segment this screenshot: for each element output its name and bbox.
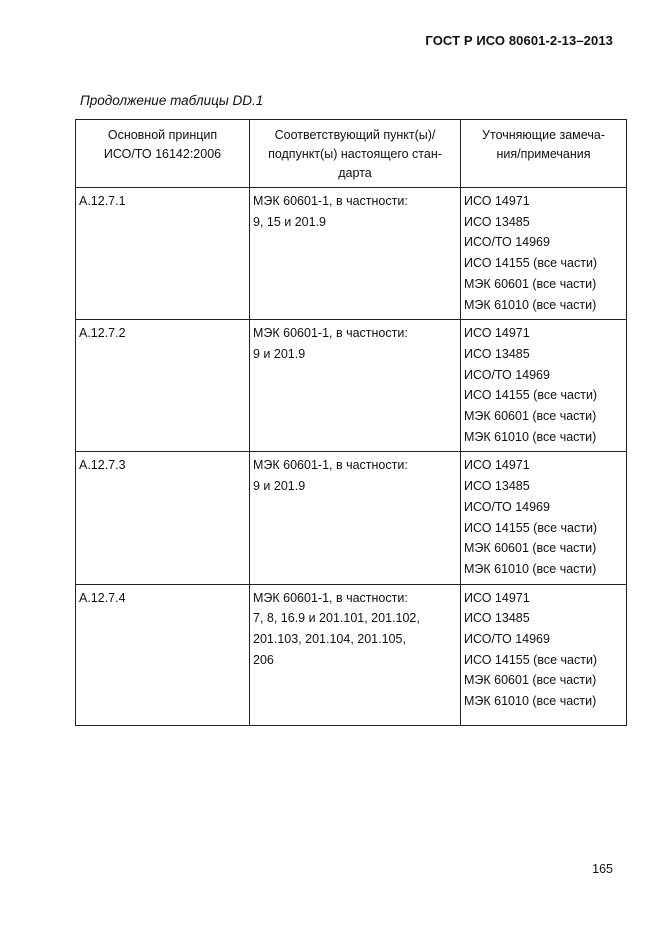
note-line: ИСО 13485 <box>464 611 530 626</box>
column-header-clauses <box>250 120 461 188</box>
note-line: МЭК 60601 (все части) <box>464 673 597 688</box>
clause-line: МЭК 60601-1, в частности: <box>253 194 408 208</box>
principle-cell <box>76 188 250 320</box>
note-line: МЭК 60601 (все части) <box>464 409 597 424</box>
clause-line: 9 и 201.9 <box>253 346 306 361</box>
note-line: ИСО 13485 <box>464 479 530 494</box>
header-line: ния/примечания <box>496 147 591 161</box>
note-line: ИСО 14155 (все части) <box>464 520 598 535</box>
header-line: подпункт(ы) настоящего стан- <box>268 147 442 161</box>
note-line: ИСО 14155 (все части) <box>464 256 598 271</box>
note-line: ИСО 13485 <box>464 214 530 229</box>
header-line: дарта <box>338 166 372 180</box>
page-number: 165 <box>592 862 613 876</box>
table-row <box>76 320 627 452</box>
note-line: ИСО 14155 (все части) <box>464 388 598 403</box>
note-line: МЭК 61010 (все части) <box>464 297 597 312</box>
note-line: МЭК 61010 (все части) <box>464 429 597 444</box>
column-header-principle <box>76 120 250 188</box>
note-line: МЭК 60601 (все части) <box>464 276 597 291</box>
note-line: ИСО/ТО 14969 <box>464 499 550 514</box>
notes-cell <box>461 584 627 725</box>
note-line: ИСО 14971 <box>464 590 530 605</box>
clause-line: МЭК 60601-1, в частности: <box>253 326 408 341</box>
clause-line: 9 и 201.9 <box>253 479 306 494</box>
note-line: ИСО 13485 <box>464 346 530 361</box>
clause-line: 9, 15 и 201.9 <box>253 214 327 229</box>
note-line: ИСО/ТО 14969 <box>464 367 550 382</box>
table-row <box>76 452 627 584</box>
clause-line: МЭК 60601-1, в частности: <box>253 590 408 605</box>
principle-id: A.12.7.2 <box>79 326 126 341</box>
clauses-cell <box>250 320 461 452</box>
clause-line: МЭК 60601-1, в частности: <box>253 458 408 473</box>
principle-cell <box>76 584 250 725</box>
note-line: ИСО 14971 <box>464 194 530 208</box>
clauses-cell <box>250 584 461 725</box>
table-caption: Продолжение таблицы DD.1 <box>80 93 264 108</box>
notes-cell <box>461 452 627 584</box>
notes-cell <box>461 320 627 452</box>
note-line: ИСО 14971 <box>464 326 530 341</box>
note-line: ИСО/ТО 14969 <box>464 235 550 250</box>
note-line: МЭК 60601 (все части) <box>464 541 597 556</box>
table-header-row <box>76 120 627 188</box>
clause-line: 206 <box>253 652 274 667</box>
header-line: Уточняющие замеча- <box>482 128 605 142</box>
column-header-notes <box>461 120 627 188</box>
clause-line: 201.103, 201.104, 201.105, <box>253 632 406 647</box>
clauses-cell <box>250 188 461 320</box>
note-line: МЭК 61010 (все части) <box>464 561 597 576</box>
clause-line: 7, 8, 16.9 и 201.101, 201.102, <box>253 611 420 626</box>
header-line: Основной принцип <box>107 128 218 142</box>
principle-id: A.12.7.3 <box>79 458 126 473</box>
header-line: Соответствующий пункт(ы)/ <box>274 128 436 142</box>
principle-cell <box>76 320 250 452</box>
principle-id: A.12.7.4 <box>79 590 126 605</box>
principle-cell <box>76 452 250 584</box>
notes-cell <box>461 188 627 320</box>
table-row <box>76 584 627 725</box>
table-row <box>76 188 627 320</box>
note-line: ИСО/ТО 14969 <box>464 632 550 647</box>
document-header-code: ГОСТ Р ИСО 80601-2-13–2013 <box>425 33 613 48</box>
principle-id: A.12.7.1 <box>79 194 126 208</box>
note-line: ИСО 14155 (все части) <box>464 652 598 667</box>
note-line: МЭК 61010 (все части) <box>464 694 597 709</box>
standards-table <box>75 119 627 726</box>
note-line: ИСО 14971 <box>464 458 530 473</box>
clauses-cell <box>250 452 461 584</box>
header-line: ИСО/ТО 16142:2006 <box>103 147 222 161</box>
